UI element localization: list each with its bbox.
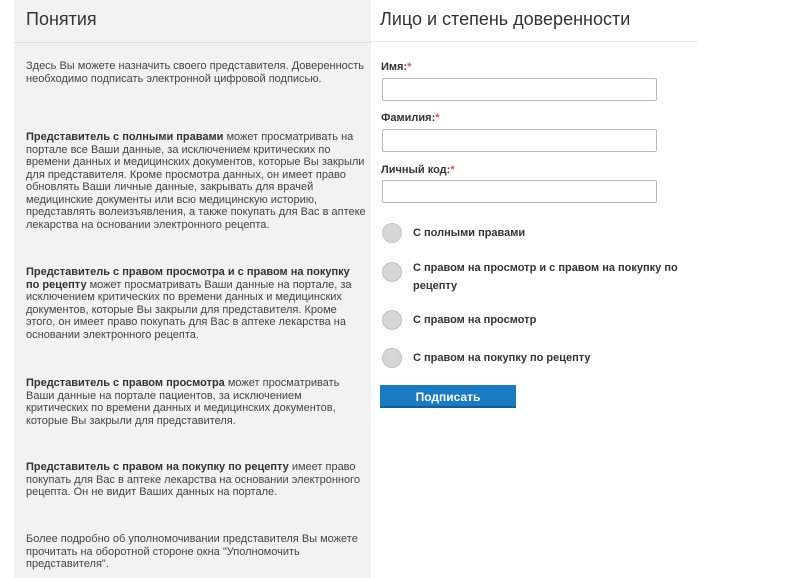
concept-text: может просматривать Ваши данные на портале пациентов, за исключением критических по времени данных и медицинских документов, которые Вы закрыли для представителя. xyxy=(26,377,340,427)
first-name-input[interactable] xyxy=(382,78,657,101)
concept-purchase-only xyxy=(26,461,366,499)
concepts-panel xyxy=(14,0,371,578)
option-label[interactable]: С правом на покупку по рецепту xyxy=(413,352,591,364)
first-name-label: Имя:* xyxy=(381,61,412,73)
concept-term: Представитель с правом просмотра xyxy=(26,377,225,389)
option-label[interactable]: С правом на просмотр и с правом на покупку по рецепту xyxy=(413,262,678,292)
form-title: Лицо и степень доверенности xyxy=(380,9,631,29)
last-name-input[interactable] xyxy=(382,129,657,152)
radio-button[interactable] xyxy=(382,223,402,243)
concept-view-only xyxy=(26,377,366,427)
concepts-divider xyxy=(14,42,371,43)
concept-term: Представитель с правом на покупку по рецепту xyxy=(26,461,289,473)
personal-code-label: Личный код:* xyxy=(381,164,455,176)
concepts-intro: Здесь Вы можете назначить своего представителя. Доверенность необходимо подписать электронной цифровой подписью. xyxy=(26,60,365,85)
form-divider xyxy=(369,41,697,42)
option-label[interactable]: С полными правами xyxy=(413,227,526,239)
concepts-footer: Более подробно об уполномочивании представителя Вы можете прочитать на оборотной стороне окна "Уполномочить представителя". xyxy=(26,533,358,570)
option-label[interactable]: С правом на просмотр xyxy=(413,314,537,326)
sign-button[interactable]: Подписать xyxy=(380,385,516,408)
radio-button[interactable] xyxy=(382,310,402,330)
concepts-title: Понятия xyxy=(26,9,97,29)
concept-text: может просматривать Ваши данные на портале, за исключением критических по времени данных и медицинских документов, которые Вы закрыли для представителя. Кроме этого, он имеет право покупать для Вас в аптеке лекарства на основании электронного рецепта. xyxy=(26,278,352,341)
concept-term: Представитель с правом просмотра и с правом на покупку по рецепту xyxy=(26,266,350,291)
required-mark: * xyxy=(450,164,455,176)
personal-code-input[interactable] xyxy=(382,180,657,203)
concept-text: может просматривать на портале все Ваши данные, за исключением критических по времени данных и медицинских документов, которые Вы закрыли для представителя. Кроме просмотра данных, он имеет право обновлять Ваши личные данные, закрывать для врачей медицинские документы или всю медицинскую историю, представлять волеизъявления, а также покупать для Вас в аптеке лекарства на основании электронного рецепта. xyxy=(26,131,366,231)
concept-text: имеет право покупать для Вас в аптеке лекарства на основании электронного рецепта. Он не видит Ваших данных на портале. xyxy=(26,461,360,498)
last-name-label: Фамилия:* xyxy=(381,112,440,124)
required-mark: * xyxy=(435,112,440,124)
concept-view-and-purchase xyxy=(26,266,366,341)
concept-full-rights xyxy=(26,131,366,231)
concept-term: Представитель с полными правами xyxy=(26,131,224,143)
radio-button[interactable] xyxy=(382,348,402,368)
radio-button[interactable] xyxy=(382,262,402,282)
required-mark: * xyxy=(407,61,412,73)
